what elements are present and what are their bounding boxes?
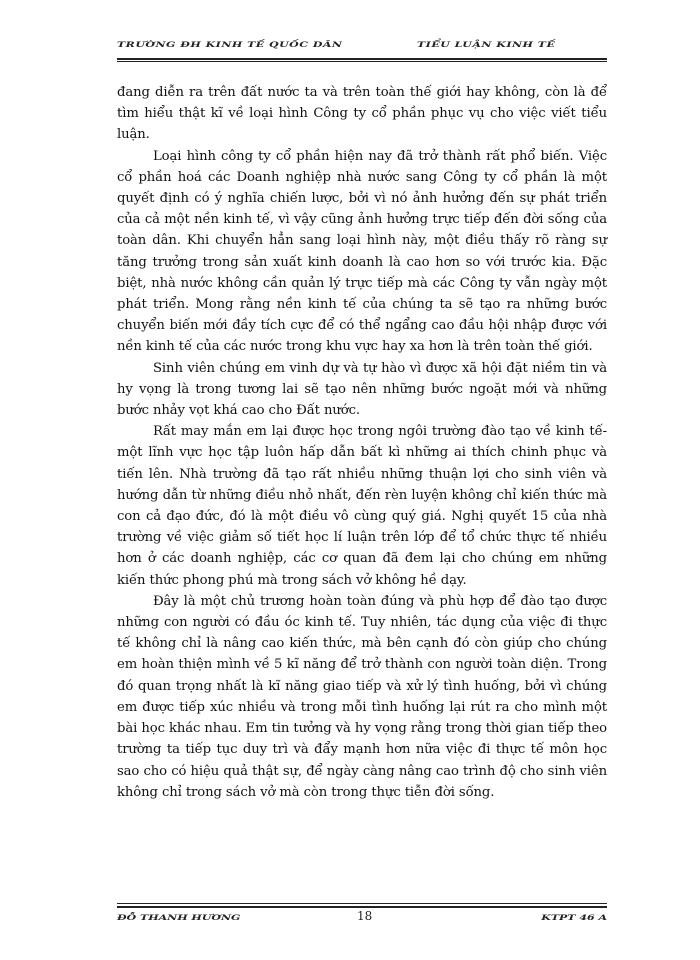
- page-header: [117, 32, 607, 62]
- footer-class: KTPT 46 A: [541, 913, 607, 923]
- paragraph-3: Sinh viên chúng em vinh dự và tự hào vì được xã hội đặt niềm tin và hy vọng là trong tương lai sẽ tạo nên những bước ngoặt mới và những bước nhảy vọt khá cao cho Đất nước.: [117, 360, 607, 419]
- paragraph-1: đang diễn ra trên đất nước ta và trên toàn thế giới hay không, còn là để tìm hiểu thật kĩ về loại hình Công ty cổ phần phục vụ cho việc viết tiểu luận.: [117, 85, 607, 143]
- page-number: 18: [357, 909, 373, 923]
- paragraph-2: Loại hình công ty cổ phần hiện nay đã trở thành rất phổ biến. Việc cổ phần hoá các Doanh nghiệp nhà nước sang Công ty cổ phần là một quyết định có ý nghĩa chiến lược, bởi vì nó ảnh hưởng đến sự phát triển của cả một nền kinh tế, vì vậy cũng ảnh hưởng trực tiếp đến đời sống của toàn dân. Khi chuyển hẳn sang loại hình này, một điều thấy rõ ràng sự tăng trưởng trong sản xuất kinh doanh là cao hơn so với trước kia. Đặc biệt, nhà nước không cần quản lý trực tiếp mà các Công ty vẫn ngày một phát triển. Mong rằng nền kinh tế của chúng ta sẽ tạo ra những bước chuyển biến mới đầy tích cực để có thể ngẩng cao đầu hội nhập được với nền kinh tế của các nước trong khu vực hay xa hơn là trên toàn thế giới.: [117, 148, 607, 355]
- header-left-text: TRƯỜNG ĐH KINH TẾ QUỐC DÂN: [117, 40, 343, 50]
- header-divider-thin: [117, 61, 607, 62]
- page-footer: [117, 903, 607, 933]
- footer-divider: [117, 906, 607, 908]
- header-right-text: TIỂU LUẬN KINH TẾ: [417, 40, 556, 50]
- footer-divider-thin: [117, 903, 607, 904]
- paragraph-4: Rất may mắn em lại được học trong ngôi trường đào tạo về kinh tế- một lĩnh vực học tập luôn hấp dẫn bất kì những ai thích chinh phục và tiến lên. Nhà trường đã tạo rất nhiều những thuận lợi cho sinh viên và hướng dẫn từ những điều nhỏ nhất, đến rèn luyện không chỉ kiến thức mà con cả đạo đức, đó là một điều vô cùng quý giá. Nghị quyết 15 của nhà trường về việc giảm số tiết học lí luận trên lớp để tổ chức thực tế nhiều hơn ở các doanh nghiệp, các cơ quan đã đem lại cho chúng em những kiến thức phong phú mà trong sách vở không hề dạy.: [117, 424, 607, 588]
- footer-author: ĐỖ THANH HƯƠNG: [117, 913, 241, 923]
- header-divider: [117, 58, 607, 60]
- paragraph-5: Đây là một chủ trương hoàn toàn đúng và phù hợp để đào tạo được những con người có đầu óc kinh tế. Tuy nhiên, tác dụng của việc đi thực tế không chỉ là nâng cao kiến thức, mà bên cạnh đó còn giúp cho chúng em hoàn thiện mình về 5 kĩ năng để trở thành con người toàn diện. Trong đó quan trọng nhất là kĩ năng giao tiếp và xử lý tình huống, bởi vì chúng em được tiếp xúc nhiều và trong mỗi tình huống lại rút ra cho mình một bài học khác nhau. Em tin tưởng và hy vọng rằng trong thời gian tiếp theo trường ta tiếp tục duy trì và đẩy mạnh hơn nữa việc đi thực tế môn học sao cho có hiệu quả thật sự, để ngày càng nâng cao trình độ cho sinh viên không chỉ trong sách vở mà còn trong thực tiễn đời sống.: [117, 593, 607, 800]
- document-body: [117, 82, 607, 803]
